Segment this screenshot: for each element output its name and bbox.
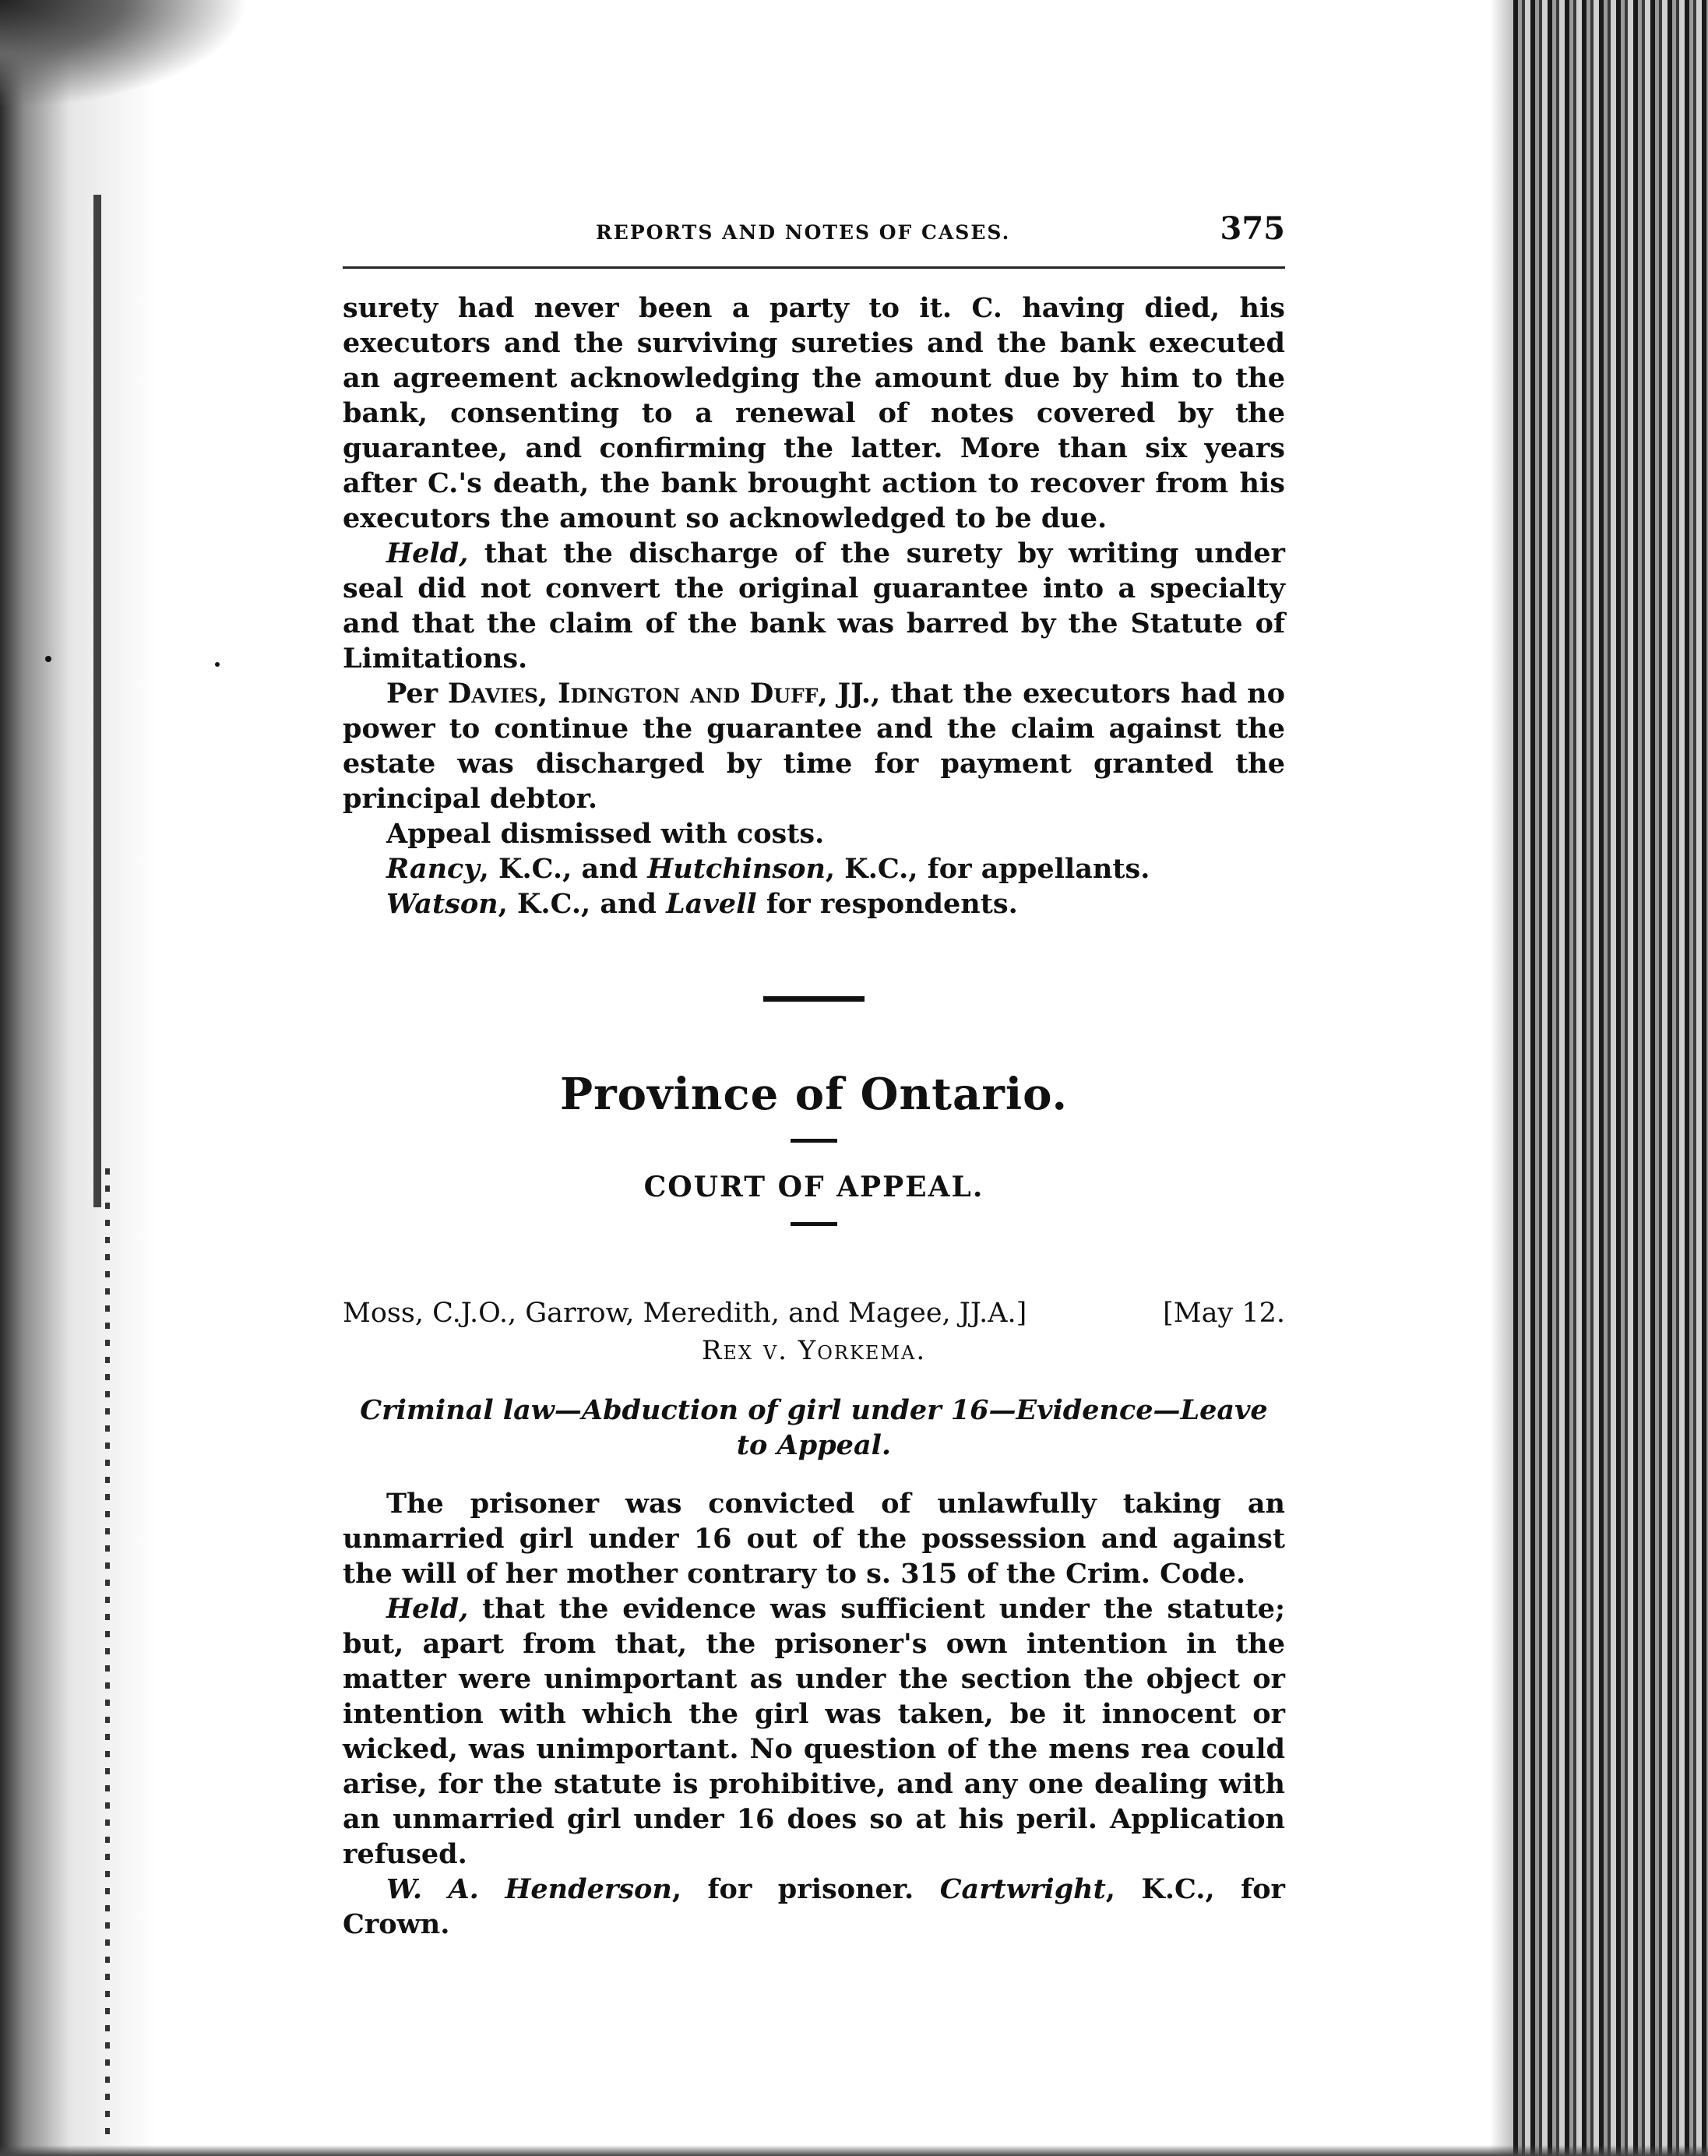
per-label: Per	[386, 678, 448, 710]
heading-rule	[791, 1139, 837, 1143]
gutter-shadow-line	[93, 195, 101, 1207]
book-page-edges-right	[1513, 0, 1708, 2156]
catchwords: Criminal law—Abduction of girl under 16—Evidence—Leave to Appeal.	[360, 1394, 1268, 1461]
per-judges: Davies, Idington and Duff, JJ.,	[447, 678, 881, 710]
held-label: Held,	[386, 537, 469, 569]
bench-line	[343, 1298, 1285, 1335]
held-text: that the discharge of the surety by writing under seal did not convert the original guarantee into a specialty and that the claim of the bank was barred by the Statute of Limitations.	[343, 537, 1285, 675]
scan-bottom-shadow	[0, 2145, 1708, 2156]
book-gutter-left	[0, 0, 156, 2156]
gutter-speckle	[105, 1168, 110, 2142]
spacer	[343, 1463, 1285, 1486]
counsel-text: , K.C., for appellants.	[825, 853, 1150, 885]
counsel-name: Watson	[386, 888, 498, 920]
case1-held	[343, 536, 1285, 676]
case1-paragraph: surety had never been a party to it. C. having died, his executors and the surviving sureties and the bank executed an agreement acknowledging the amount due by him to the bank, consenting to a renewal of notes covered by the guarantee, and confirming the latter. More than six years after C.'s death, the bank brought action to recover from his executors the amount so acknowledged to be due.	[343, 292, 1285, 534]
case-name: Rex v. Yorkema.	[701, 1335, 927, 1366]
heading-rule	[791, 1222, 837, 1226]
case1-disposition: Appeal dismissed with costs.	[386, 818, 825, 850]
counsel-name: Lavell	[666, 888, 757, 920]
held-text: that the evidence was sufficient under the statute; but, apart from that, the prisoner's own intention in the matter were unimportant as under the section the object or intention with which the girl was taken, be it innocent or wicked, was unimportant. No question of the mens rea could arise, for the statute is prohibitive, and any one dealing with an unmarried girl under 16 does so at his peril. Application refused.	[343, 1593, 1285, 1870]
case1-counsel-respondents	[343, 886, 1285, 921]
running-head-rule	[343, 266, 1285, 269]
counsel-text: , for prisoner.	[671, 1873, 940, 1905]
running-head-title: REPORTS AND NOTES OF CASES.	[596, 221, 1011, 244]
page-number: 375	[1220, 210, 1285, 247]
counsel-name: Rancy	[386, 853, 480, 885]
counsel-text: , K.C., and	[479, 853, 648, 885]
scan-corner-shadow	[0, 0, 249, 109]
page-edge-fade	[1490, 0, 1513, 2156]
counsel-text: for respondents.	[756, 888, 1018, 920]
held-label: Held,	[386, 1593, 469, 1625]
decision-date: [May 12.	[1163, 1298, 1285, 1329]
running-head	[343, 210, 1285, 249]
scan-speck	[45, 656, 51, 662]
case2-held	[343, 1591, 1285, 1872]
province-heading: Province of Ontario.	[560, 1069, 1068, 1120]
case1-per-curiam	[343, 676, 1285, 816]
book-page	[343, 210, 1285, 1942]
counsel-name: Cartwright	[939, 1873, 1106, 1905]
counsel-text: , K.C., for Crown.	[343, 1873, 1285, 1940]
case2-facts: The prisoner was convicted of unlawfully taking an unmarried girl under 16 out of the possession and against the will of her mother contrary to s. 315 of the Crim. Code.	[343, 1488, 1285, 1590]
bench-judges: Moss, C.J.O., Garrow, Meredith, and Magee, JJ.A.]	[343, 1298, 1027, 1329]
counsel-name: Hutchinson	[647, 853, 826, 885]
counsel-text: , K.C., and	[498, 888, 667, 920]
scan-speck	[215, 662, 220, 667]
court-heading: COURT OF APPEAL.	[643, 1171, 984, 1203]
case1-counsel-appellants	[343, 851, 1285, 886]
per-text: that the executors had no power to continue the guarantee and the claim against the estate was discharged by time for payment granted the principal debtor.	[343, 678, 1285, 815]
case2-counsel	[343, 1872, 1285, 1942]
counsel-name: W. A. Henderson	[386, 1873, 672, 1905]
section-separator	[763, 996, 865, 1002]
